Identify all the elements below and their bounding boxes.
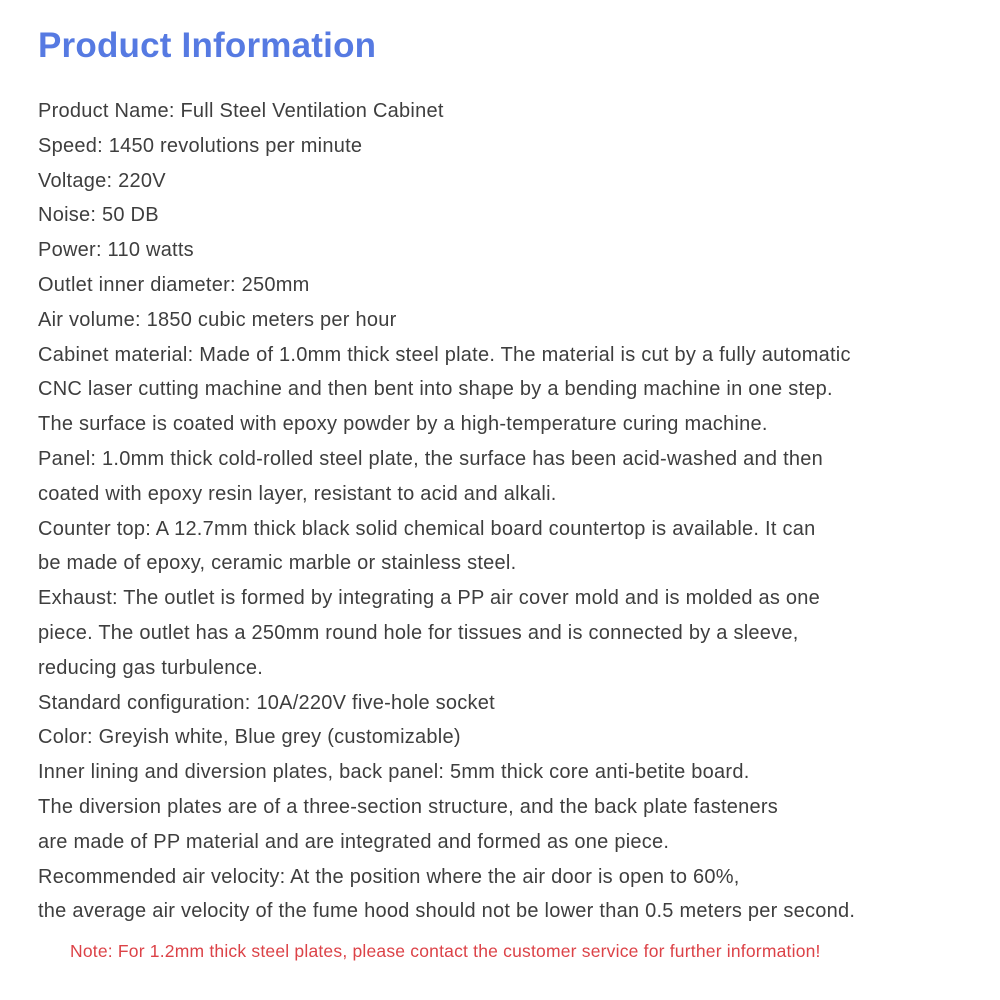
spec-line-speed: Speed: 1450 revolutions per minute bbox=[38, 134, 363, 157]
spec-line-air-velocity-2: the average air velocity of the fume hood should not be lower than 0.5 meters per second. bbox=[38, 900, 856, 923]
spec-line-counter-top-1: Counter top: A 12.7mm thick black solid chemical board countertop is available. It can bbox=[38, 517, 816, 540]
spec-line-panel-2: coated with epoxy resin layer, resistant to acid and alkali. bbox=[38, 482, 557, 505]
spec-line-cabinet-material-1: Cabinet material: Made of 1.0mm thick steel plate. The material is cut by a fully automatic bbox=[38, 343, 851, 366]
spec-line-air-velocity-1: Recommended air velocity: At the position where the air door is open to 60%, bbox=[38, 865, 740, 888]
spec-line-standard-configuration: Standard configuration: 10A/220V five-hole socket bbox=[38, 691, 495, 714]
spec-line-voltage: Voltage: 220V bbox=[38, 169, 166, 192]
spec-line-color: Color: Greyish white, Blue grey (customizable) bbox=[38, 726, 461, 749]
spec-line-product-name: Product Name: Full Steel Ventilation Cabinet bbox=[38, 100, 444, 122]
spec-line-outlet-diameter: Outlet inner diameter: 250mm bbox=[38, 273, 310, 296]
spec-line-power: Power: 110 watts bbox=[38, 239, 194, 262]
spec-line-cabinet-material-2: CNC laser cutting machine and then bent into shape by a bending machine in one step. bbox=[38, 378, 833, 401]
spec-line-exhaust-1: Exhaust: The outlet is formed by integrating a PP air cover mold and is molded as one bbox=[38, 587, 821, 610]
spec-line-exhaust-3: reducing gas turbulence. bbox=[38, 656, 264, 679]
page-title: Product Information bbox=[38, 26, 377, 65]
spec-line-noise: Noise: 50 DB bbox=[38, 204, 159, 227]
spec-line-inner-lining-3: are made of PP material and are integrated and formed as one piece. bbox=[38, 830, 670, 853]
spec-line-inner-lining-1: Inner lining and diversion plates, back panel: 5mm thick core anti-betite board. bbox=[38, 761, 750, 784]
spec-text-block bbox=[38, 94, 972, 929]
spec-line-air-volume: Air volume: 1850 cubic meters per hour bbox=[38, 308, 397, 331]
note-text: Note: For 1.2mm thick steel plates, please contact the customer service for further information! bbox=[70, 941, 821, 962]
spec-line-exhaust-2: piece. The outlet has a 250mm round hole for tissues and is connected by a sleeve, bbox=[38, 621, 799, 644]
spec-line-inner-lining-2: The diversion plates are of a three-section structure, and the back plate fasteners bbox=[38, 795, 779, 818]
spec-line-panel-1: Panel: 1.0mm thick cold-rolled steel plate, the surface has been acid-washed and then bbox=[38, 447, 824, 470]
spec-line-cabinet-material-3: The surface is coated with epoxy powder by a high-temperature curing machine. bbox=[38, 413, 768, 436]
spec-line-counter-top-2: be made of epoxy, ceramic marble or stainless steel. bbox=[38, 552, 517, 575]
